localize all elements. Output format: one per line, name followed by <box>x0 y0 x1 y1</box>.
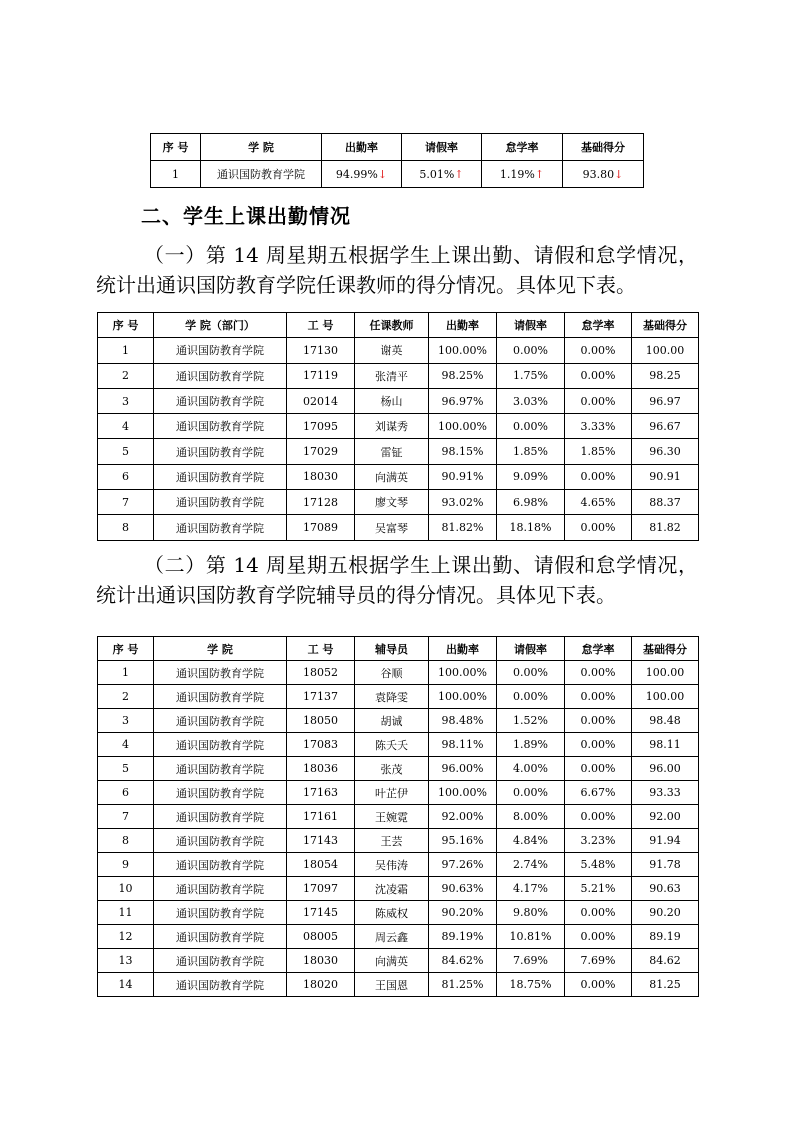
table-cell: 84.62% <box>429 949 497 973</box>
table-cell: 0.00% <box>565 388 632 413</box>
table-cell: 6 <box>98 781 154 805</box>
header-cell: 基础得分 <box>632 313 699 338</box>
table-row <box>98 853 699 877</box>
table-cell: 17130 <box>287 338 355 363</box>
table-row <box>98 781 699 805</box>
table-cell: 4 <box>98 733 154 757</box>
table-cell: 02014 <box>287 388 355 413</box>
header-cell: 学 院 <box>201 134 322 161</box>
table-cell: 100.00% <box>429 414 497 439</box>
table-cell: 3.03% <box>497 388 565 413</box>
table-cell: 100.00% <box>429 338 497 363</box>
table-cell: 通识国防教育学院 <box>154 685 287 709</box>
summary-table <box>150 133 644 188</box>
table-cell: 谷顺 <box>355 661 429 685</box>
table-cell: 98.48% <box>429 709 497 733</box>
arrow-down-icon: ↓ <box>377 167 388 181</box>
table-cell: 3.23% <box>565 829 632 853</box>
table-cell: 0.00% <box>565 661 632 685</box>
header-cell: 请假率 <box>497 637 565 661</box>
table-cell: 1 <box>151 161 201 188</box>
table-cell: 杨山 <box>355 388 429 413</box>
table-cell: 9.09% <box>497 464 565 489</box>
table-cell: 0.00% <box>497 414 565 439</box>
table-cell: 4.65% <box>565 490 632 515</box>
table-cell: 98.25% <box>429 363 497 388</box>
table-cell: 通识国防教育学院 <box>154 733 287 757</box>
table-cell: 3 <box>98 709 154 733</box>
table-cell: 通识国防教育学院 <box>154 439 287 464</box>
table-cell: 98.11 <box>632 733 699 757</box>
table-row <box>98 464 699 489</box>
table-cell: 88.37 <box>632 490 699 515</box>
table-row <box>98 490 699 515</box>
table-cell: 0.00% <box>497 661 565 685</box>
table-cell <box>322 161 402 188</box>
table-cell: 17128 <box>287 490 355 515</box>
header-cell: 怠学率 <box>565 313 632 338</box>
paragraph-teachers: （一）第 14 周星期五根据学生上课出勤、请假和怠学情况，统计出通识国防教育学院任课教师的得分情况。具体见下表。 <box>96 243 698 297</box>
table-cell: 17119 <box>287 363 355 388</box>
table-cell: 王婉霓 <box>355 805 429 829</box>
table-cell: 1 <box>98 338 154 363</box>
table-cell: 17097 <box>287 877 355 901</box>
table-row <box>98 829 699 853</box>
table-cell: 0.00% <box>565 338 632 363</box>
header-cell: 序 号 <box>98 637 154 661</box>
table-cell: 通识国防教育学院 <box>154 973 287 997</box>
table-cell: 96.97 <box>632 388 699 413</box>
table-cell: 1 <box>98 661 154 685</box>
table-cell: 10.81% <box>497 925 565 949</box>
table-cell: 刘谋秀 <box>355 414 429 439</box>
teacher-table-body <box>98 338 699 540</box>
header-cell: 学 院 <box>154 637 287 661</box>
table-row <box>98 973 699 997</box>
table-row <box>98 877 699 901</box>
table-row <box>98 414 699 439</box>
table-cell: 96.00 <box>632 757 699 781</box>
table-row <box>98 925 699 949</box>
table-cell: 89.19% <box>429 925 497 949</box>
table-cell: 通识国防教育学院 <box>154 709 287 733</box>
header-cell: 出勤率 <box>429 637 497 661</box>
header-cell: 任课教师 <box>355 313 429 338</box>
table-cell: 2 <box>98 685 154 709</box>
table-cell: 90.63% <box>429 877 497 901</box>
table-cell: 81.82% <box>429 515 497 540</box>
table-cell: 5.21% <box>565 877 632 901</box>
table-cell: 17029 <box>287 439 355 464</box>
table-cell: 0.00% <box>565 901 632 925</box>
table-cell: 18036 <box>287 757 355 781</box>
table-cell: 通识国防教育学院 <box>201 161 322 188</box>
table-cell: 8 <box>98 515 154 540</box>
table-cell: 96.97% <box>429 388 497 413</box>
table-cell: 0.00% <box>565 709 632 733</box>
table-cell: 通识国防教育学院 <box>154 853 287 877</box>
table-cell <box>402 161 482 188</box>
counselor-header-row <box>98 637 699 661</box>
table-cell: 通识国防教育学院 <box>154 414 287 439</box>
header-cell: 请假率 <box>402 134 482 161</box>
table-cell: 4.17% <box>497 877 565 901</box>
table-cell: 通识国防教育学院 <box>154 781 287 805</box>
table-cell: 98.11% <box>429 733 497 757</box>
table-cell: 周云鑫 <box>355 925 429 949</box>
table-cell: 18054 <box>287 853 355 877</box>
table-cell: 100.00 <box>632 338 699 363</box>
table-cell: 1.85% <box>565 439 632 464</box>
table-row <box>98 709 699 733</box>
table-cell: 通识国防教育学院 <box>154 338 287 363</box>
table-cell: 通识国防教育学院 <box>154 490 287 515</box>
summary-header-row <box>151 134 644 161</box>
table-cell: 98.15% <box>429 439 497 464</box>
table-cell: 97.26% <box>429 853 497 877</box>
table-cell: 0.00% <box>497 338 565 363</box>
table-cell: 18.18% <box>497 515 565 540</box>
header-cell: 辅导员 <box>355 637 429 661</box>
table-cell: 通识国防教育学院 <box>154 877 287 901</box>
table-cell: 5 <box>98 757 154 781</box>
table-cell: 0.00% <box>565 464 632 489</box>
table-cell: 吴富琴 <box>355 515 429 540</box>
table-cell: 17163 <box>287 781 355 805</box>
table-cell: 100.00% <box>429 685 497 709</box>
table-cell: 90.63 <box>632 877 699 901</box>
table-cell: 通识国防教育学院 <box>154 515 287 540</box>
arrow-up-icon: ↑ <box>454 167 464 181</box>
header-cell: 基础得分 <box>632 637 699 661</box>
table-cell: 通识国防教育学院 <box>154 829 287 853</box>
table-cell: 90.20% <box>429 901 497 925</box>
table-row <box>98 515 699 540</box>
table-cell: 0.00% <box>497 781 565 805</box>
header-cell: 怠学率 <box>482 134 563 161</box>
table-cell: 4.00% <box>497 757 565 781</box>
table-cell: 90.91% <box>429 464 497 489</box>
table-cell: 96.67 <box>632 414 699 439</box>
table-cell: 3 <box>98 388 154 413</box>
table-cell: 0.00% <box>565 733 632 757</box>
table-cell: 通识国防教育学院 <box>154 464 287 489</box>
table-cell: 通识国防教育学院 <box>154 388 287 413</box>
table-cell: 0.00% <box>565 805 632 829</box>
table-row <box>98 949 699 973</box>
table-cell: 0.00% <box>565 925 632 949</box>
table-cell: 叶芷伊 <box>355 781 429 805</box>
table-cell: 通识国防教育学院 <box>154 757 287 781</box>
table-cell: 17089 <box>287 515 355 540</box>
table-cell: 通识国防教育学院 <box>154 925 287 949</box>
table-cell: 91.94 <box>632 829 699 853</box>
table-cell: 8 <box>98 829 154 853</box>
table-cell: 0.00% <box>497 685 565 709</box>
table-cell: 吴伟涛 <box>355 853 429 877</box>
table-row <box>98 388 699 413</box>
table-cell: 1.75% <box>497 363 565 388</box>
leave-value: 5.01% <box>419 167 455 181</box>
table-cell: 95.16% <box>429 829 497 853</box>
table-cell: 3.33% <box>565 414 632 439</box>
table-cell: 通识国防教育学院 <box>154 661 287 685</box>
table-cell: 雷钲 <box>355 439 429 464</box>
table-cell: 0.00% <box>565 973 632 997</box>
table-cell: 谢英 <box>355 338 429 363</box>
table-cell: 17083 <box>287 733 355 757</box>
table-row <box>98 439 699 464</box>
arrow-up-icon: ↑ <box>534 167 545 181</box>
table-cell: 100.00% <box>429 661 497 685</box>
table-cell: 93.02% <box>429 490 497 515</box>
table-cell: 6.98% <box>497 490 565 515</box>
table-cell: 0.00% <box>565 757 632 781</box>
table-cell: 9 <box>98 853 154 877</box>
section-title: 二、学生上课出勤情况 <box>141 204 351 228</box>
table-cell: 张清平 <box>355 363 429 388</box>
table-row <box>98 661 699 685</box>
table-cell: 12 <box>98 925 154 949</box>
table-cell: 96.00% <box>429 757 497 781</box>
header-cell: 基础得分 <box>563 134 644 161</box>
table-cell: 18030 <box>287 464 355 489</box>
table-cell: 沈凌霜 <box>355 877 429 901</box>
table-cell: 通识国防教育学院 <box>154 363 287 388</box>
table-cell: 18052 <box>287 661 355 685</box>
table-cell: 2 <box>98 363 154 388</box>
score-value: 93.80 <box>582 167 615 181</box>
table-cell: 14 <box>98 973 154 997</box>
table-cell: 1.52% <box>497 709 565 733</box>
table-cell: 17161 <box>287 805 355 829</box>
table-cell: 袁降雯 <box>355 685 429 709</box>
table-cell: 王国恩 <box>355 973 429 997</box>
table-cell: 17145 <box>287 901 355 925</box>
table-cell: 7 <box>98 490 154 515</box>
table-cell: 0.00% <box>565 685 632 709</box>
table-cell: 81.25% <box>429 973 497 997</box>
table-cell: 廖文琴 <box>355 490 429 515</box>
header-cell: 请假率 <box>497 313 565 338</box>
table-cell: 17137 <box>287 685 355 709</box>
table-cell: 81.82 <box>632 515 699 540</box>
header-cell: 怠学率 <box>565 637 632 661</box>
table-cell: 7.69% <box>565 949 632 973</box>
table-cell: 92.00 <box>632 805 699 829</box>
table-row <box>151 161 644 188</box>
table-cell: 91.78 <box>632 853 699 877</box>
table-row <box>98 338 699 363</box>
header-cell: 工 号 <box>287 637 355 661</box>
table-row <box>98 805 699 829</box>
table-cell: 90.20 <box>632 901 699 925</box>
table-cell: 98.25 <box>632 363 699 388</box>
table-cell: 17095 <box>287 414 355 439</box>
truancy-value: 1.19% <box>499 167 535 181</box>
table-cell: 陈夭夭 <box>355 733 429 757</box>
table-cell: 6.67% <box>565 781 632 805</box>
table-cell: 6 <box>98 464 154 489</box>
table-cell: 7 <box>98 805 154 829</box>
table-cell: 向满英 <box>355 464 429 489</box>
header-cell: 序 号 <box>98 313 154 338</box>
table-cell: 胡诚 <box>355 709 429 733</box>
header-cell: 出勤率 <box>429 313 497 338</box>
arrow-down-icon: ↓ <box>614 167 624 181</box>
paragraph-counselors: （二）第 14 周星期五根据学生上课出勤、请假和怠学情况，统计出通识国防教育学院辅导员的得分情况。具体见下表。 <box>96 553 698 607</box>
table-cell: 84.62 <box>632 949 699 973</box>
header-cell: 出勤率 <box>322 134 402 161</box>
table-row <box>98 757 699 781</box>
table-cell: 通识国防教育学院 <box>154 949 287 973</box>
table-cell: 100.00 <box>632 685 699 709</box>
table-cell: 0.00% <box>565 515 632 540</box>
table-cell: 11 <box>98 901 154 925</box>
table-cell: 向满英 <box>355 949 429 973</box>
table-cell: 4 <box>98 414 154 439</box>
table-row <box>98 901 699 925</box>
teacher-table <box>97 312 699 541</box>
table-cell: 8.00% <box>497 805 565 829</box>
table-row <box>98 363 699 388</box>
table-cell: 98.48 <box>632 709 699 733</box>
table-cell: 81.25 <box>632 973 699 997</box>
table-cell: 18.75% <box>497 973 565 997</box>
table-cell: 18020 <box>287 973 355 997</box>
table-cell: 13 <box>98 949 154 973</box>
counselor-table-body <box>98 661 699 997</box>
table-cell: 100.00% <box>429 781 497 805</box>
table-cell: 1.85% <box>497 439 565 464</box>
table-cell: 1.89% <box>497 733 565 757</box>
table-cell: 93.33 <box>632 781 699 805</box>
table-cell: 100.00 <box>632 661 699 685</box>
table-cell <box>563 161 644 188</box>
table-cell: 王芸 <box>355 829 429 853</box>
table-row <box>98 733 699 757</box>
table-cell: 张茂 <box>355 757 429 781</box>
table-cell: 10 <box>98 877 154 901</box>
table-cell: 7.69% <box>497 949 565 973</box>
table-cell: 9.80% <box>497 901 565 925</box>
table-cell: 4.84% <box>497 829 565 853</box>
table-cell: 90.91 <box>632 464 699 489</box>
table-cell: 89.19 <box>632 925 699 949</box>
header-cell: 序 号 <box>151 134 201 161</box>
table-cell: 0.00% <box>565 363 632 388</box>
table-cell: 96.30 <box>632 439 699 464</box>
teacher-header-row <box>98 313 699 338</box>
attendance-value: 94.99% <box>335 167 378 181</box>
table-cell <box>482 161 563 188</box>
table-cell: 2.74% <box>497 853 565 877</box>
table-cell: 陈威权 <box>355 901 429 925</box>
table-cell: 18030 <box>287 949 355 973</box>
counselor-table <box>97 636 699 997</box>
table-cell: 08005 <box>287 925 355 949</box>
table-cell: 通识国防教育学院 <box>154 805 287 829</box>
header-cell: 工 号 <box>287 313 355 338</box>
header-cell: 学 院（部门） <box>154 313 287 338</box>
table-row <box>98 685 699 709</box>
table-cell: 5 <box>98 439 154 464</box>
table-cell: 通识国防教育学院 <box>154 901 287 925</box>
table-cell: 18050 <box>287 709 355 733</box>
table-cell: 17143 <box>287 829 355 853</box>
table-cell: 92.00% <box>429 805 497 829</box>
table-cell: 5.48% <box>565 853 632 877</box>
